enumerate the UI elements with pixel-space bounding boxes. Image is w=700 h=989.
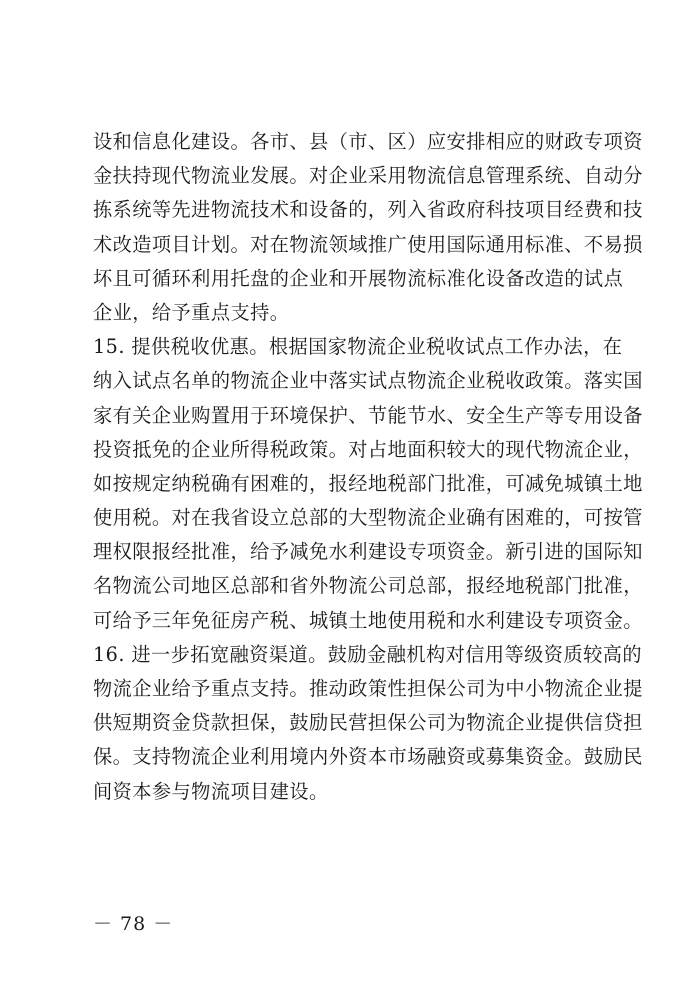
text-line: 企业，给予重点支持。 <box>93 300 290 324</box>
text-line: 15. 提供税收优惠。根据国家物流企业税收试点工作办法，在 <box>93 335 623 359</box>
text-line: 术改造项目计划。对在物流领域推广使用国际通用标准、不易损 <box>93 232 643 256</box>
text-line: 理权限报经批准，给予减免水利建设专项资金。新引进的国际知 <box>93 540 643 564</box>
text-line: 投资抵免的企业所得税政策。对占地面积较大的现代物流企业， <box>93 437 643 461</box>
text-line: 名物流公司地区总部和省外物流公司总部，报经地税部门批准， <box>93 574 643 598</box>
body-text <box>93 125 643 809</box>
text-line: 16. 进一步拓宽融资渠道。鼓励金融机构对信用等级资质较高的 <box>93 642 642 666</box>
text-line: 设和信息化建设。各市、县（市、区）应安排相应的财政专项资 <box>93 130 643 153</box>
text-line: 保。支持物流企业利用境内外资本市场融资或募集资金。鼓励民 <box>93 745 643 769</box>
page-number: － 78 － <box>93 913 174 935</box>
text-line: 物流企业给予重点支持。推动政策性担保公司为中小物流企业提 <box>93 677 643 700</box>
text-line: 如按规定纳税确有困难的，报经地税部门批准，可减免城镇土地 <box>93 471 643 495</box>
text-line: 金扶持现代物流业发展。对企业采用物流信息管理系统、自动分 <box>93 164 643 188</box>
text-line: 纳入试点名单的物流企业中落实试点物流企业税收政策。落实国 <box>93 369 643 393</box>
text-line: 供短期资金贷款担保，鼓励民营担保公司为物流企业提供信贷担 <box>93 711 643 735</box>
text-line: 拣系统等先进物流技术和设备的，列入省政府科技项目经费和技 <box>93 198 643 222</box>
text-line: 使用税。对在我省设立总部的大型物流企业确有困难的，可按管 <box>93 506 643 530</box>
text-line: 家有关企业购置用于环境保护、节能节水、安全生产等专用设备 <box>93 403 643 427</box>
text-line: 坏且可循环利用托盘的企业和开展物流标准化设备改造的试点 <box>93 266 624 290</box>
text-line: 可给予三年免征房产税、城镇土地使用税和水利建设专项资金。 <box>93 608 643 632</box>
text-line: 间资本参与物流项目建设。 <box>93 779 329 803</box>
